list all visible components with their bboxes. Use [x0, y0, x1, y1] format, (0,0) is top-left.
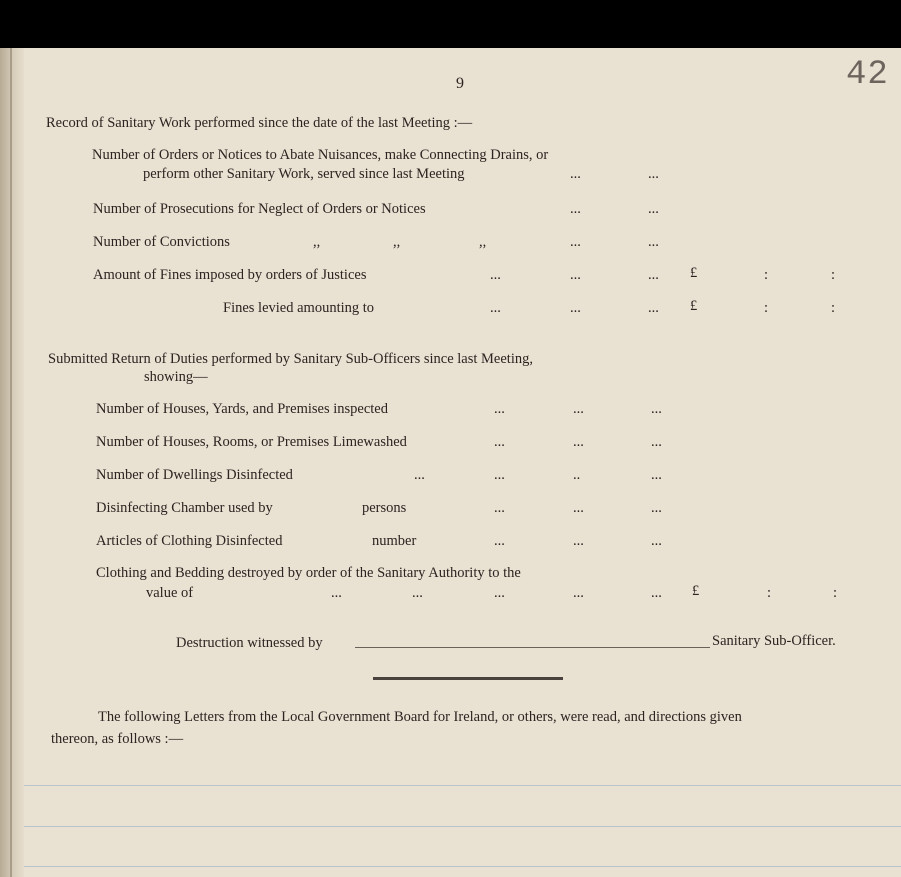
colon-shillings-2: :: [764, 300, 769, 316]
clothing-dots-2: ...: [573, 533, 584, 549]
fines-levied-dots-2: ...: [570, 300, 581, 316]
fines-imposed-dots-2: ...: [570, 267, 581, 283]
clothing-dots-1: ...: [494, 533, 505, 549]
lime-dots-2: ...: [573, 434, 584, 450]
convictions-dots-1: ...: [570, 234, 581, 250]
return-line-1: Submitted Return of Duties performed by Sanitary Sub-Officers since last Meeting,: [48, 351, 533, 367]
page-binding: [0, 48, 24, 877]
sanitary-heading: Record of Sanitary Work performed since the date of the last Meeting :—: [46, 115, 473, 131]
dwell-dots-2: ...: [494, 467, 505, 483]
ledger-line-2: [24, 826, 901, 827]
destroyed-line-1: Clothing and Bedding destroyed by order of the Sanitary Authority to the: [96, 565, 521, 581]
fines-imposed-dots-1: ...: [490, 267, 501, 283]
dwell-dots-3: ..: [573, 467, 581, 483]
houses-dots-1: ...: [494, 401, 505, 417]
fines-levied-dots-1: ...: [490, 300, 501, 316]
dwellings-label: Number of Dwellings Disinfected: [96, 467, 293, 483]
signature-line: [355, 647, 710, 648]
colon-pence-3: :: [833, 585, 838, 601]
chamber-dots-2: ...: [573, 500, 584, 516]
destroyed-dots-1: ...: [331, 585, 342, 601]
folio-stamp: 42: [846, 56, 889, 94]
prosecutions-dots-1: ...: [570, 201, 581, 217]
fines-levied-label: Fines levied amounting to: [223, 300, 375, 316]
colon-pence-1: :: [831, 267, 836, 283]
clothing-label: Articles of Clothing Disinfected: [96, 533, 283, 549]
page-number: 9: [456, 75, 464, 92]
lime-dots-1: ...: [494, 434, 505, 450]
ledger-line-1: [24, 785, 901, 786]
limewashed-label: Number of Houses, Rooms, or Premises Limewashed: [96, 434, 407, 450]
destroyed-dots-5: ...: [651, 585, 662, 601]
chamber-dots-1: ...: [494, 500, 505, 516]
fines-levied-dots-3: ...: [648, 300, 659, 316]
section-divider: [373, 677, 563, 680]
prosecutions-dots-2: ...: [648, 201, 659, 217]
pound-sign-1: £: [690, 265, 698, 281]
pound-sign-3: £: [692, 583, 700, 599]
convictions-dots-2: ...: [648, 234, 659, 250]
dwell-dots-4: ...: [651, 467, 662, 483]
orders-line-2: perform other Sanitary Work, served since last Meeting: [143, 166, 465, 182]
colon-pence-2: :: [831, 300, 836, 316]
convictions-label: Number of Convictions: [93, 234, 230, 250]
ditto-mark-3: ,,: [479, 234, 487, 250]
orders-dots-2: ...: [648, 166, 659, 182]
number-label: number: [372, 533, 417, 549]
colon-shillings-1: :: [764, 267, 769, 283]
pound-sign-2: £: [690, 298, 698, 314]
destroyed-dots-2: ...: [412, 585, 423, 601]
ditto-mark-1: ,,: [313, 234, 321, 250]
ledger-page: [0, 48, 901, 877]
persons-label: persons: [362, 500, 407, 516]
houses-dots-3: ...: [651, 401, 662, 417]
prosecutions-label: Number of Prosecutions for Neglect of Orders or Notices: [93, 201, 426, 217]
fines-imposed-dots-3: ...: [648, 267, 659, 283]
colon-shillings-3: :: [767, 585, 772, 601]
return-line-2: showing—: [144, 369, 208, 385]
dwell-dots-1: ...: [414, 467, 425, 483]
letters-line-1: The following Letters from the Local Government Board for Ireland, or others, were read, and directions given: [98, 709, 742, 725]
ditto-mark-2: ,,: [393, 234, 401, 250]
witnessed-label: Destruction witnessed by: [176, 635, 323, 651]
ledger-line-3: [24, 866, 901, 867]
chamber-label: Disinfecting Chamber used by: [96, 500, 273, 516]
destroyed-dots-3: ...: [494, 585, 505, 601]
destroyed-line-2: value of: [146, 585, 194, 601]
chamber-dots-3: ...: [651, 500, 662, 516]
clothing-dots-3: ...: [651, 533, 662, 549]
fines-imposed-label: Amount of Fines imposed by orders of Justices: [93, 267, 367, 283]
houses-inspected-label: Number of Houses, Yards, and Premises inspected: [96, 401, 388, 417]
houses-dots-2: ...: [573, 401, 584, 417]
orders-line-1: Number of Orders or Notices to Abate Nuisances, make Connecting Drains, or: [92, 147, 549, 163]
letters-line-2: thereon, as follows :—: [51, 731, 184, 747]
sub-officer-label: Sanitary Sub-Officer.: [712, 633, 836, 649]
orders-dots-1: ...: [570, 166, 581, 182]
lime-dots-3: ...: [651, 434, 662, 450]
destroyed-dots-4: ...: [573, 585, 584, 601]
